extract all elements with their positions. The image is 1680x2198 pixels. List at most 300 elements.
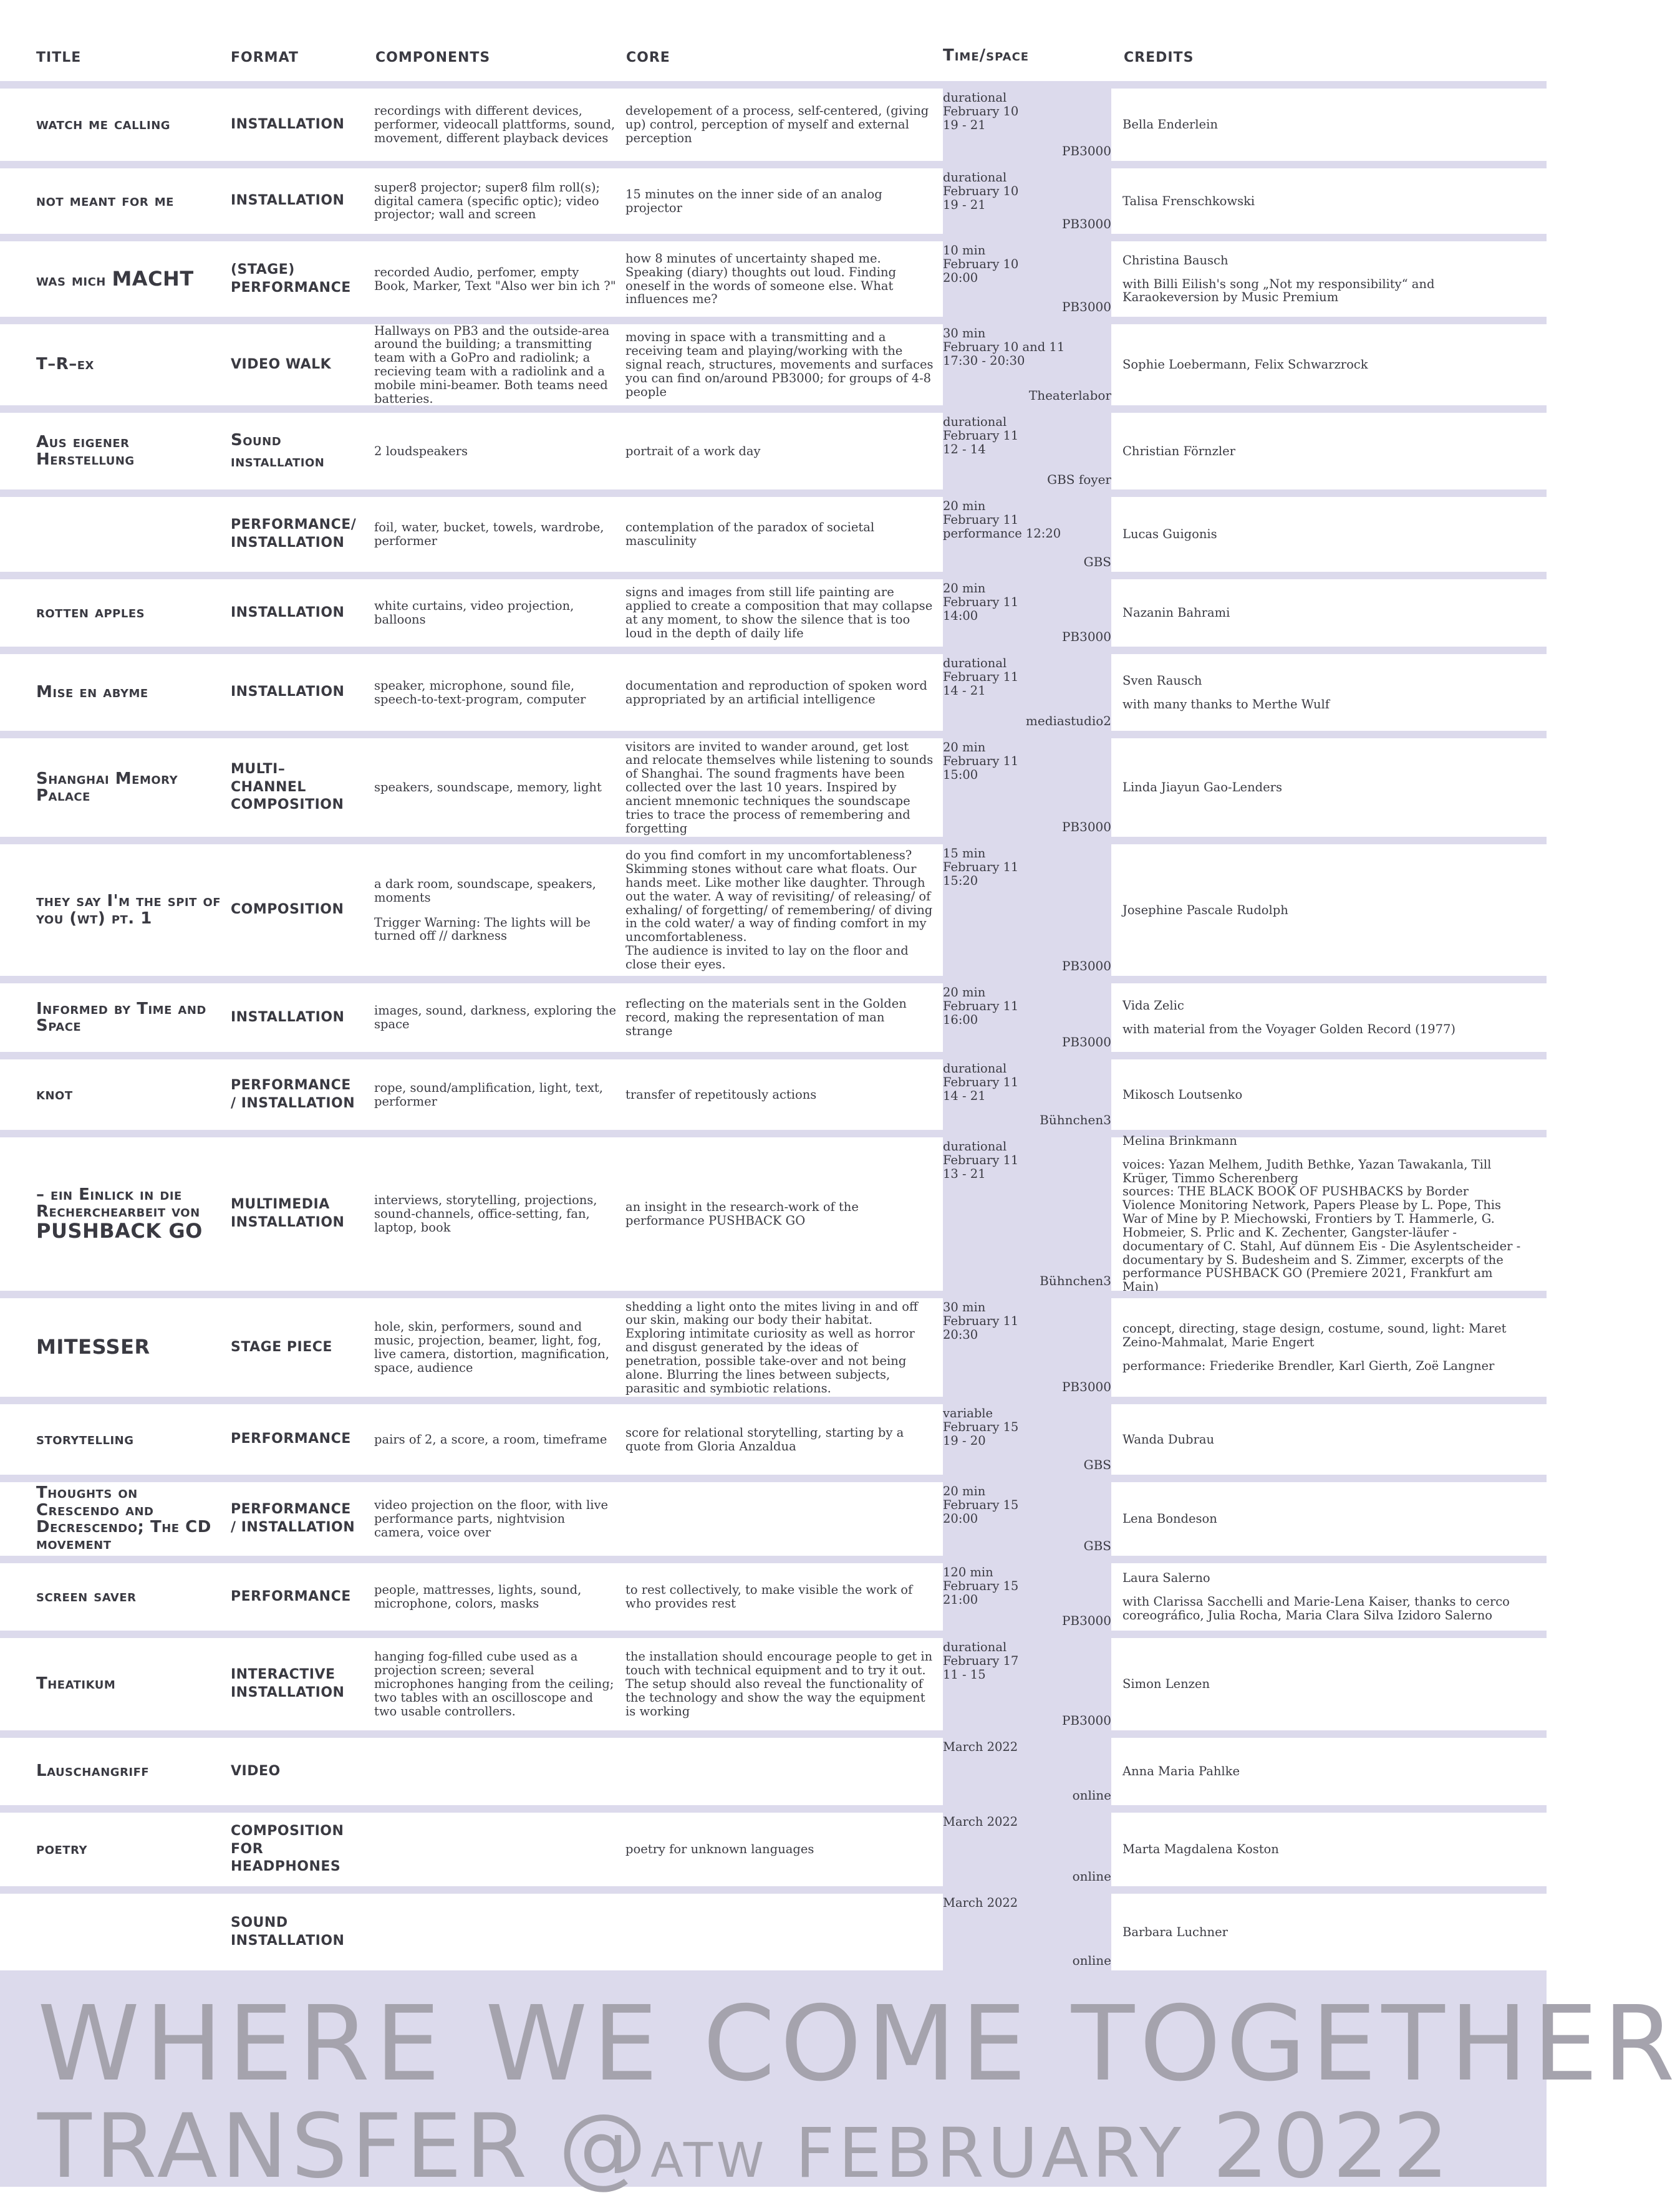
table-row	[0, 1475, 1547, 1556]
table-row	[0, 81, 1547, 161]
row-credits	[1122, 1482, 1522, 1556]
row-credits-text: Lucas Guigonis	[1122, 527, 1217, 542]
row-duration-date: 20 min February 11 15:00	[943, 740, 1019, 782]
row-venue: GBS	[1083, 1457, 1111, 1472]
row-components-text: hole, skin, performers, sound and music, projection, beamer, light, fog, live camera, distortion, magnification, space, audience	[374, 1319, 610, 1375]
row-format	[231, 654, 355, 731]
row-credits	[1122, 654, 1522, 731]
row-title-emphasis: PUSHBACK GO	[36, 1218, 203, 1243]
banner-year: 2022	[1212, 2095, 1453, 2198]
row-core-text: contemplation of the paradox of societal masculinity	[625, 520, 875, 548]
row-title	[36, 241, 223, 317]
row-credits	[1122, 738, 1522, 837]
row-format	[231, 983, 355, 1052]
row-components-text: rope, sound/amplification, light, text, performer	[374, 1080, 603, 1109]
row-duration-date: durational February 11 14 - 21	[943, 656, 1019, 698]
row-components	[374, 1298, 616, 1397]
table-row	[0, 234, 1547, 317]
row-duration-date: 20 min February 11 performance 12:20	[943, 499, 1061, 541]
row-time-space	[943, 1738, 1111, 1805]
row-format-text: COMPOSITION	[231, 902, 344, 918]
row-format-text: INSTALLATION	[231, 116, 345, 132]
row-core	[625, 324, 934, 405]
row-title-text: they say I'm the spit of you (wt) pt. 1	[36, 892, 221, 928]
row-core	[625, 1638, 934, 1730]
row-time-space	[943, 1404, 1111, 1475]
row-components	[374, 497, 616, 572]
row-credits-text: concept, directing, stage design, costume, sound, light: Maret Zeino-Mahmalat, Marie Engert	[1122, 1321, 1507, 1350]
row-credits-text: with Clarissa Sacchelli and Marie-Lena Kaiser, thanks to cerco coreográfico, Julia Rocha, Maria Clara Silva Izidoro Salerno	[1122, 1594, 1510, 1622]
table-row	[0, 1130, 1547, 1294]
row-components	[374, 579, 616, 647]
row-time-space	[943, 1813, 1111, 1886]
row-credits	[1122, 1133, 1522, 1294]
row-core	[625, 413, 934, 489]
row-duration-date: 20 min February 11 16:00	[943, 985, 1019, 1027]
row-core-text: poetry for unknown languages	[625, 1842, 814, 1857]
banner-line-2	[37, 2095, 1453, 2198]
row-format	[231, 1137, 355, 1291]
row-time-space	[943, 324, 1111, 405]
row-credits-text: performance: Friederike Brendler, Karl Gierth, Zoë Langner	[1122, 1358, 1495, 1373]
row-time-space	[943, 413, 1111, 489]
row-time-space	[943, 168, 1111, 234]
row-time-space	[943, 1298, 1111, 1397]
row-credits-text: Christian Förnzler	[1122, 443, 1235, 458]
row-time-space	[943, 89, 1111, 161]
row-title	[36, 1813, 223, 1886]
table-row	[0, 572, 1547, 647]
row-title	[36, 654, 223, 731]
row-title-text: knot	[36, 1084, 73, 1104]
row-duration-date: durational February 10 19 - 21	[943, 170, 1019, 212]
row-venue: PB3000	[1061, 629, 1111, 644]
row-venue: PB3000	[1061, 1613, 1111, 1628]
row-components-text: recorded Audio, perfomer, empty Book, Marker, Text "Also wer bin ich ?"	[374, 264, 616, 293]
row-credits	[1122, 1813, 1522, 1886]
row-format-text: MULTIMEDIA INSTALLATION	[231, 1197, 345, 1230]
row-components-text: white curtains, video projection, balloons	[374, 599, 574, 627]
row-time-space	[943, 1563, 1111, 1631]
row-components	[374, 1059, 616, 1130]
row-components	[374, 324, 616, 405]
row-title	[36, 738, 223, 837]
table-row	[0, 317, 1547, 405]
row-core	[625, 1298, 934, 1397]
row-title-text: storytelling	[36, 1429, 134, 1448]
row-components	[374, 241, 616, 317]
row-components	[374, 1738, 616, 1805]
row-format	[231, 1404, 355, 1475]
banner-month: FEBRUARY	[795, 2113, 1185, 2193]
row-credits-text: Josephine Pascale Rudolph	[1122, 902, 1288, 917]
row-credits-text: Sven Rausch	[1122, 673, 1202, 688]
row-venue: PB3000	[1061, 143, 1111, 158]
row-title-text: Mise en abyme	[36, 682, 148, 701]
row-time-space	[943, 844, 1111, 976]
row-format	[231, 1894, 355, 1970]
row-components	[374, 168, 616, 234]
row-time-space	[943, 738, 1111, 837]
row-time-space	[943, 497, 1111, 572]
row-title-text: Thoughts on Crescendo and Decrescendo; The CD movement	[36, 1483, 211, 1554]
row-components-text: super8 projector; super8 film roll(s); digital camera (specific optic); video projector; wall and screen	[374, 180, 601, 222]
row-title	[36, 497, 223, 572]
row-components	[374, 1404, 616, 1475]
row-components-text: speaker, microphone, sound file, speech-to-text-program, computer	[374, 678, 586, 706]
table-row	[0, 1730, 1547, 1805]
row-title	[36, 579, 223, 647]
row-format-text: VIDEO	[231, 1763, 281, 1779]
row-credits-text: Wanda Dubrau	[1122, 1432, 1215, 1447]
row-credits	[1122, 844, 1522, 976]
row-core	[625, 241, 934, 317]
row-format-text: INSTALLATION	[231, 684, 345, 700]
row-core-text: developement of a process, self-centered, (giving up) control, perception of myself and external perception	[625, 104, 929, 145]
row-credits-text: Barbara Luchner	[1122, 1924, 1228, 1939]
row-venue: GBS foyer	[1047, 472, 1111, 487]
row-core	[625, 654, 934, 731]
banner-word: COME	[703, 1984, 1031, 2104]
row-components-text: people, mattresses, lights, sound, microphone, colors, masks	[374, 1583, 582, 1611]
row-credits	[1122, 1638, 1522, 1730]
row-title	[36, 1563, 223, 1631]
row-core	[625, 1482, 934, 1556]
row-credits-text: voices: Yazan Melhem, Judith Bethke, Yazan Tawakanla, Till Krüger, Timmo Scherenberg sources: THE BLACK BOOK OF PUSHBACKS by Border Violence Monitoring Network, Papers Please by L. Pope, This War of Mine by P. Miechowski, Frontiers by T. Hammerle, G. Hobmeier, S. Prlic and K. Zechenter, Gangster-läufer - documentary of C. Stahl, Auf dünnem Eis - Die Asylentscheider - documentary by S. Budesheim and S. Zimmer, excerpts of the performance PUSHBACK GO (Premiere 2021, Frankfurt am Main)	[1122, 1157, 1521, 1294]
row-components-note: Trigger Warning: The lights will be turned off // darkness	[374, 915, 591, 943]
row-credits	[1122, 1404, 1522, 1475]
row-time-space	[943, 1482, 1111, 1556]
row-credits	[1122, 241, 1522, 317]
row-format-text: PERFORMANCE/ INSTALLATION	[231, 517, 357, 551]
row-venue: online	[1072, 1788, 1111, 1803]
row-format	[231, 579, 355, 647]
header-time-space: Time/space	[943, 46, 1030, 65]
row-duration-date: March 2022	[943, 1740, 1018, 1754]
row-credits-text: Laura Salerno	[1122, 1571, 1210, 1586]
header-core: CORE	[626, 50, 670, 65]
row-duration-date: 20 min February 11 14:00	[943, 581, 1019, 623]
table-row	[0, 1805, 1547, 1886]
row-format	[231, 324, 355, 405]
row-title	[36, 1894, 223, 1970]
row-format-text: SOUND INSTALLATION	[231, 1914, 345, 1949]
row-core-text: 15 minutes on the inner side of an analog projector	[625, 186, 882, 215]
header-title: TITLE	[36, 50, 82, 65]
row-title	[36, 1059, 223, 1130]
row-format	[231, 844, 355, 976]
row-venue: Bühnchen3	[1040, 1273, 1111, 1288]
row-format-text: INSTALLATION	[231, 1009, 345, 1025]
row-components-text: pairs of 2, a score, a room, timeframe	[374, 1432, 607, 1447]
row-core	[625, 1894, 934, 1970]
row-venue: online	[1072, 1953, 1111, 1968]
row-components-text: foil, water, bucket, towels, wardrobe, performer	[374, 520, 604, 548]
row-core-text: the installation should encourage people to get in touch with technical equipment and to try it out. The setup should also reveal the functionality of the technology and show the way the equipment is working	[625, 1649, 933, 1718]
row-venue: Bühnchen3	[1040, 1112, 1111, 1127]
table-row	[0, 837, 1547, 976]
row-core-text: to rest collectively, to make visible the work of who provides rest	[625, 1583, 913, 1611]
row-format-text: PERFORMANCE / INSTALLATION	[231, 1077, 355, 1111]
row-title	[36, 168, 223, 234]
row-core-text: moving in space with a transmitting and a receiving team and playing/working with the signal reach, structures, movements and surfaces you can find on/around PB3000; for groups of 4-8 people	[625, 330, 934, 399]
banner-atw: atw	[650, 2113, 768, 2193]
table-row	[0, 976, 1547, 1052]
row-components	[374, 1482, 616, 1556]
row-core-text: signs and images from still life painting are applied to create a composition that may collapse at any moment, to show the silence that is too loud in the depth of daily life	[625, 585, 933, 640]
table-row	[0, 1291, 1547, 1397]
row-core	[625, 738, 934, 837]
row-duration-date: durational February 10 19 - 21	[943, 90, 1019, 132]
row-duration-date: March 2022	[943, 1815, 1018, 1829]
row-core-text: do you find comfort in my uncomfortableness? Skimming stones without care what floats. Our hands meet. Like mother like daughter. Through out the water. A way of revisiting/ of releasing/ of exhaling/ of forgetting/ of remembering/ of diving in the cold water/ a way of finding comfort in my uncomfortableness. The audience is invited to lay on the floor and close their eyes.	[625, 848, 933, 971]
row-components	[374, 89, 616, 161]
row-title-text: not meant for me	[36, 191, 174, 210]
row-components	[374, 1137, 616, 1291]
row-duration-date: March 2022	[943, 1896, 1018, 1910]
row-credits-text: Marta Magdalena Koston	[1122, 1842, 1279, 1857]
row-title-text: T–R–ex	[36, 355, 94, 374]
row-credits-text: with many thanks to Merthe Wulf	[1122, 697, 1330, 711]
row-venue: PB3000	[1061, 958, 1111, 973]
row-venue: GBS	[1083, 1538, 1111, 1553]
row-format	[231, 1298, 355, 1397]
table-row	[0, 489, 1547, 572]
row-credits-text: Talisa Frenschkowski	[1122, 193, 1255, 208]
row-title-emphasis: MACHT	[112, 266, 194, 291]
row-format-text: MULTI–CHANNEL COMPOSITION	[231, 761, 344, 813]
table-row	[0, 1052, 1547, 1130]
row-credits-text: Lena Bondeson	[1122, 1511, 1217, 1526]
row-core	[625, 1738, 934, 1805]
row-title-text: was mich	[36, 271, 106, 290]
row-time-space	[943, 241, 1111, 317]
row-time-space	[943, 654, 1111, 731]
row-core	[625, 1137, 934, 1291]
row-components-text: 2 loudspeakers	[374, 443, 468, 458]
row-core-text: visitors are invited to wander around, get lost and relocate themselves while listening to sounds of Shanghai. The sound fragments have been collected over the last 10 years. Inspired by ancient mnemonic techniques the soundscape tries to trace the process of remembering and forgetting	[625, 739, 934, 836]
row-credits	[1122, 1894, 1522, 1970]
banner-word: WHERE	[37, 1984, 446, 2104]
row-core	[625, 1059, 934, 1130]
row-format	[231, 1638, 355, 1730]
row-credits-text: Vida Zelic	[1122, 998, 1184, 1013]
row-title	[36, 1404, 223, 1475]
row-credits	[1122, 89, 1522, 161]
row-format	[231, 1482, 355, 1556]
row-format	[231, 1563, 355, 1631]
row-format	[231, 1738, 355, 1805]
row-venue: Theaterlabor	[1028, 388, 1111, 403]
row-title	[36, 324, 223, 405]
row-components-text: speakers, soundscape, memory, light	[374, 780, 602, 795]
row-credits	[1122, 1738, 1522, 1805]
row-credits	[1122, 413, 1522, 489]
row-core-text: portrait of a work day	[625, 443, 761, 458]
row-time-space	[943, 1059, 1111, 1130]
row-core	[625, 89, 934, 161]
row-title	[36, 1638, 223, 1730]
row-core	[625, 579, 934, 647]
row-venue: PB3000	[1061, 1034, 1111, 1049]
row-components	[374, 1638, 616, 1730]
row-core-text: documentation and reproduction of spoken word appropriated by an artificial intelligence	[625, 678, 927, 706]
table-row	[0, 1886, 1547, 1970]
row-title-text: screen saver	[36, 1587, 137, 1606]
row-venue: PB3000	[1061, 1379, 1111, 1394]
row-format	[231, 1813, 355, 1886]
row-venue: online	[1072, 1869, 1111, 1884]
row-format-text: INSTALLATION	[231, 193, 345, 209]
row-core	[625, 1404, 934, 1475]
row-format	[231, 241, 355, 317]
row-credits-text: with Billi Eilish's song „Not my responsibility“ and Karaokeversion by Music Premium	[1122, 276, 1435, 305]
row-credits	[1122, 983, 1522, 1052]
row-duration-date: 30 min February 10 and 11 17:30 - 20:30	[943, 326, 1065, 368]
row-format-text: PERFORMANCE / INSTALLATION	[231, 1501, 355, 1535]
row-duration-date: 30 min February 11 20:30	[943, 1300, 1019, 1342]
row-components	[374, 844, 616, 976]
row-credits-text: Melina Brinkmann	[1122, 1133, 1237, 1148]
row-title-text: poetry	[36, 1839, 87, 1859]
row-title-text: watch me calling	[36, 115, 171, 134]
row-components	[374, 1894, 616, 1970]
row-core	[625, 1563, 934, 1631]
row-title	[36, 1137, 223, 1291]
banner-line-1	[37, 1984, 1680, 2104]
table-row	[0, 647, 1547, 731]
row-duration-date: 15 min February 11 15:20	[943, 846, 1019, 888]
row-title-text: Aus eigener Herstellung	[36, 433, 135, 469]
row-format-text: Sound installation	[231, 430, 325, 471]
row-duration-date: variable February 15 19 - 20	[943, 1406, 1019, 1448]
row-components-text: Hallways on PB3 and the outside-area around the building; a transmitting team with a GoPro and radiolink; a recieving team with a radiolink and a mobile mini-beamer. Both teams need batteries.	[374, 323, 610, 406]
row-credits	[1122, 497, 1522, 572]
row-core-text: transfer of repetitously actions	[625, 1087, 817, 1102]
row-credits	[1122, 1563, 1522, 1631]
row-time-space	[943, 579, 1111, 647]
row-title	[36, 1298, 223, 1397]
row-title-text: – ein Einlick in die Recherchearbeit von	[36, 1185, 200, 1222]
row-components-text: recordings with different devices, performer, videocall plattforms, sound, movement, different playback devices	[374, 104, 616, 145]
row-credits-text: Anna Maria Pahlke	[1122, 1764, 1240, 1779]
row-components-text: hanging fog-filled cube used as a projection screen; several microphones hanging from the ceiling; two tables with an oscilloscope and two usable controllers.	[374, 1649, 614, 1718]
row-title	[36, 983, 223, 1052]
row-credits	[1122, 324, 1522, 405]
row-components	[374, 738, 616, 837]
row-duration-date: 120 min February 15 21:00	[943, 1565, 1019, 1607]
row-credits	[1122, 168, 1522, 234]
row-venue: PB3000	[1061, 1713, 1111, 1728]
row-title	[36, 844, 223, 976]
banner-word: WE	[485, 1984, 664, 2104]
row-core	[625, 497, 934, 572]
row-components	[374, 654, 616, 731]
row-format-text: STAGE PIECE	[231, 1339, 332, 1355]
row-credits-text: Sophie Loebermann, Felix Schwarzrock	[1122, 357, 1368, 372]
row-time-space	[943, 1638, 1111, 1730]
row-title	[36, 1482, 223, 1556]
row-venue: GBS	[1083, 554, 1111, 569]
row-duration-date: durational February 11 13 - 21	[943, 1139, 1019, 1181]
row-format	[231, 738, 355, 837]
row-credits-text: with material from the Voyager Golden Record (1977)	[1122, 1022, 1456, 1036]
row-format-text: INTERACTIVE INSTALLATION	[231, 1667, 345, 1700]
row-title-text: Theatikum	[36, 1674, 116, 1694]
table-row	[0, 731, 1547, 837]
table-row	[0, 1556, 1547, 1631]
row-venue: PB3000	[1061, 216, 1111, 231]
row-components	[374, 1813, 616, 1886]
row-components-text: images, sound, darkness, exploring the space	[374, 1003, 617, 1031]
row-title	[36, 413, 223, 489]
row-core	[625, 983, 934, 1052]
row-time-space	[943, 983, 1111, 1052]
table-header	[0, 44, 1547, 81]
row-credits-text: Christina Bausch	[1122, 253, 1229, 268]
row-title-text: Shanghai Memory Palace	[36, 769, 178, 805]
row-credits	[1122, 1059, 1522, 1130]
row-core	[625, 168, 934, 234]
row-format	[231, 1059, 355, 1130]
row-components-text: video projection on the floor, with live performance parts, nightvision camera, voice over	[374, 1498, 609, 1540]
row-title-text: Lauschangriff	[36, 1762, 150, 1781]
banner-word: TOGETHER	[1071, 1984, 1680, 2104]
row-credits	[1122, 1298, 1522, 1397]
table-row	[0, 1631, 1547, 1730]
row-credits	[1122, 579, 1522, 647]
row-format	[231, 413, 355, 489]
row-duration-date: durational February 11 12 - 14	[943, 415, 1019, 456]
row-credits-text: Nazanin Bahrami	[1122, 605, 1230, 620]
row-components	[374, 983, 616, 1052]
row-duration-date: 10 min February 10 20:00	[943, 243, 1019, 285]
row-venue: PB3000	[1061, 299, 1111, 314]
row-title	[36, 1738, 223, 1805]
row-core-text: an insight in the research-work of the performance PUSHBACK GO	[625, 1200, 859, 1228]
row-components	[374, 1563, 616, 1631]
row-credits-text: Linda Jiayun Gao-Lenders	[1122, 780, 1282, 795]
row-credits-text: Simon Lenzen	[1122, 1677, 1210, 1692]
header-components: COMPONENTS	[375, 50, 491, 65]
row-title-text: Informed by Time and Space	[36, 999, 206, 1035]
row-format-text: (STAGE) PERFORMANCE	[231, 261, 351, 296]
row-duration-date: durational February 17 11 - 15	[943, 1640, 1019, 1682]
row-format-text: INSTALLATION	[231, 604, 345, 620]
row-format-text: VIDEO WALK	[231, 356, 332, 372]
row-title-emphasis: MITESSER	[36, 1335, 150, 1359]
row-duration-date: durational February 11 14 - 21	[943, 1061, 1019, 1103]
row-components	[374, 413, 616, 489]
table-row	[0, 161, 1547, 234]
banner-at: @	[558, 2095, 651, 2198]
row-format	[231, 168, 355, 234]
table-row	[0, 1397, 1547, 1475]
row-venue: PB3000	[1061, 819, 1111, 834]
row-credits-text: Mikosch Loutsenko	[1122, 1087, 1243, 1102]
header-credits: CREDITS	[1124, 50, 1194, 65]
banner-transfer: TRANSFER	[37, 2095, 531, 2198]
row-venue: mediastudio2	[1025, 713, 1111, 728]
row-time-space	[943, 1137, 1111, 1291]
row-format	[231, 497, 355, 572]
row-title	[36, 89, 223, 161]
row-time-space	[943, 1894, 1111, 1970]
row-format-text: PERFORMANCE	[231, 1431, 351, 1447]
row-core-text: reflecting on the materials sent in the Golden record, making the representation of man strange	[625, 996, 907, 1038]
row-format-text: PERFORMANCE	[231, 1588, 351, 1604]
row-credits-text: Bella Enderlein	[1122, 117, 1218, 132]
